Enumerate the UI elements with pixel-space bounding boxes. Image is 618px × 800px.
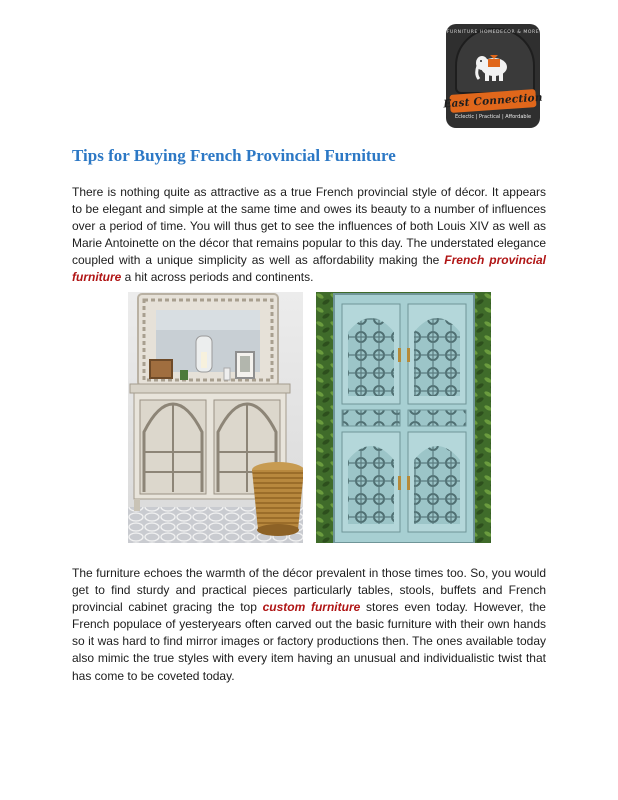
blue-cabinet-photo: [316, 292, 491, 543]
intro-text-start: There is nothing quite as attractive as a true French provincial style of décor. It appears to be elegant and simple at the same time and owes its beauty to a number of influences over a period of time. You will thus get to see the influences of both Louis XIV as well as Marie Antoinette on the décor that remains popular to this day. The understated elegance coupled with a unique simplicity as well as affordability making the: [72, 185, 546, 268]
body-text-start: The furniture echoes the warmth of the décor prevalent in those times too. So, you would get to find sturdy and practical pieces particularly tables, stools, buffets and French provincial cabinet gracing the top: [72, 566, 546, 615]
body-paragraph: [72, 565, 546, 685]
body-text-end: stores even today. However, the French populace of yesteryears often carved out the basic furniture with their own hands so it was hard to find mirror images or factory productions then. The ones available today also mimic the true styles with every item having an unusual and individualistic twist that has come to be coveted today.: [72, 600, 546, 683]
white-buffet-photo: [128, 292, 303, 543]
custom-furniture-link[interactable]: custom furniture: [262, 600, 361, 615]
french-provincial-furniture-link[interactable]: French provincial furniture: [72, 253, 546, 285]
logo-arc-text: FURNITURE HOMEDECOR & MORE: [446, 30, 540, 35]
logo-brand-name: East Connection: [442, 91, 544, 111]
intro-paragraph: [72, 184, 546, 287]
article-title: Tips for Buying French Provincial Furniture: [72, 146, 396, 165]
elephant-icon: [474, 52, 512, 84]
intro-text-end: a hit across periods and continents.: [121, 270, 314, 285]
east-connection-logo[interactable]: [442, 24, 544, 128]
logo-tagline: Eclectic | Practical | Affordable: [454, 114, 532, 120]
